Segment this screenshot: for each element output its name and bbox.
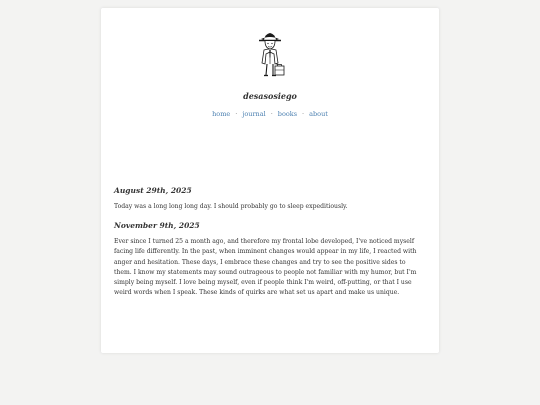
entry-text: Ever since I turned 25 a month ago, and therefore my frontal lobe developed, I've noticed myself facing life differently. In the past, when imminent changes would appear in my life, I reacted with anger and hesitation. These days, I embrace these changes and try to see the positive sides to them. I know my statements may sound outrageous to people not familiar with my humor, but I'm simply being myself. I love being myself, even if people think I'm weird, off-putting, or that I use weird words when I speak. These kinds of quirks are what set us apart and make us unique. bbox=[114, 238, 417, 297]
entry-date: August 29th, 2025 bbox=[114, 186, 192, 195]
site-title: desasosiego bbox=[243, 91, 297, 101]
nav-books-link[interactable]: books bbox=[277, 110, 298, 118]
nav-journal-link[interactable]: journal bbox=[242, 110, 266, 118]
nav-separator: · bbox=[302, 110, 305, 118]
nav-separator: · bbox=[235, 110, 238, 118]
nav-separator: · bbox=[270, 110, 273, 118]
nav-about-link[interactable]: about bbox=[309, 110, 328, 118]
entry-text: Today was a long long long day. I should probably go to sleep expeditiously. bbox=[114, 203, 348, 210]
entry-date: November 9th, 2025 bbox=[114, 221, 200, 231]
journal-entry bbox=[114, 186, 425, 212]
man-with-suitcase-icon bbox=[253, 30, 287, 80]
journal-entry bbox=[114, 221, 425, 298]
journal-entries bbox=[114, 186, 425, 307]
page-card bbox=[101, 8, 439, 353]
nav-home-link[interactable]: home bbox=[212, 110, 231, 118]
main-nav bbox=[101, 110, 439, 118]
